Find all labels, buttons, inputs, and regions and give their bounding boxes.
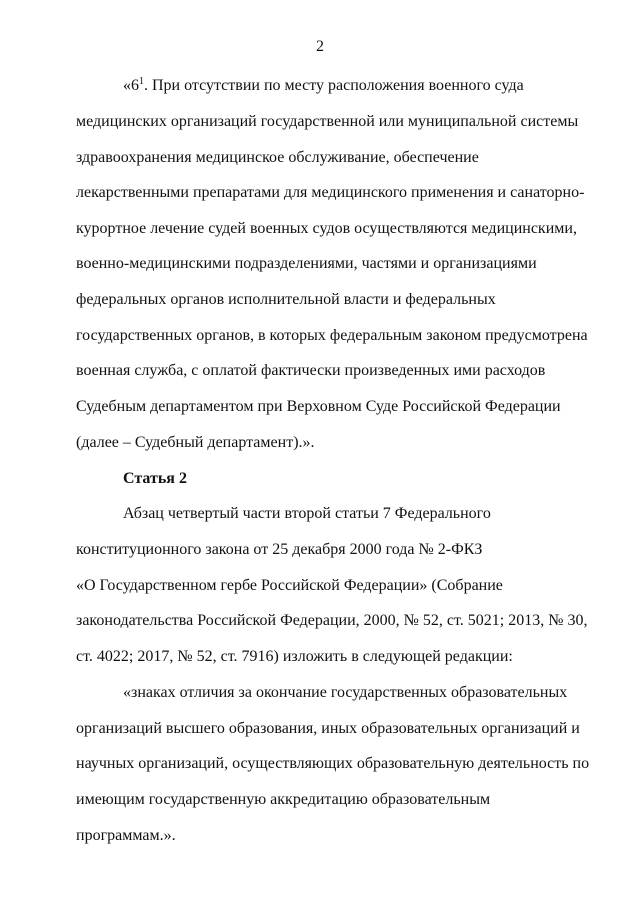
paragraph-1-line-5: курортное лечение судей военных судов осуществляются медицинскими,	[76, 220, 577, 237]
article-heading: Статья 2	[123, 470, 187, 487]
paragraph-1-line-11: (далее – Судебный департамент).».	[76, 434, 315, 451]
paragraph-1-line-9: военная служба, с оплатой фактически произведенных ими расходов	[76, 362, 546, 379]
paragraph-2-line-4: законодательства Российской Федерации, 2000, № 52, ст. 5021; 2013, № 30,	[76, 612, 588, 629]
paragraph-1-line-2: медицинских организаций государственной или муниципальной системы	[76, 113, 579, 130]
paragraph-2-line-5: ст. 4022; 2017, № 52, ст. 7916) изложить в следующей редакции:	[76, 648, 513, 665]
paragraph-3-line-4: имеющим государственную аккредитацию образовательным	[76, 791, 491, 808]
paragraph-3-line-2: организаций высшего образования, иных образовательных организаций и	[76, 720, 580, 737]
paragraph-1-line-10: Судебным департаментом при Верховном Суде Российской Федерации	[76, 398, 561, 415]
paragraph-2-line-2: конституционного закона от 25 декабря 2000 года № 2-ФКЗ	[76, 541, 483, 558]
paragraph-3-line-1: «знаках отличия за окончание государственных образовательных	[123, 684, 568, 701]
paragraph-2-line-1: Абзац четвертый части второй статьи 7 Федерального	[123, 505, 491, 522]
page-number: 2	[316, 38, 324, 55]
paragraph-1-line-1-text: . При отсутствии по месту расположения военного суда	[144, 77, 524, 94]
superscript-1: 1	[139, 76, 144, 87]
paragraph-2-line-3: «О Государственном гербе Российской Федерации» (Собрание	[76, 577, 503, 594]
paragraph-1-line-8: государственных органов, в которых федеральным законом предусмотрена	[76, 327, 588, 344]
paragraph-3-line-5: программам.».	[76, 827, 176, 844]
paragraph-1-line-6: военно-медицинскими подразделениями, частями и организациями	[76, 255, 537, 272]
paragraph-1-line-1	[123, 76, 524, 96]
paragraph-3-line-3: научных организаций, осуществляющих образовательную деятельность по	[76, 755, 590, 772]
quote-open-6: «6	[123, 77, 139, 94]
paragraph-1-line-4: лекарственными препаратами для медицинского применения и санаторно-	[76, 184, 585, 201]
paragraph-1-line-3: здравоохранения медицинское обслуживание, обеспечение	[76, 149, 479, 166]
paragraph-1-line-7: федеральных органов исполнительной власти и федеральных	[76, 291, 496, 308]
